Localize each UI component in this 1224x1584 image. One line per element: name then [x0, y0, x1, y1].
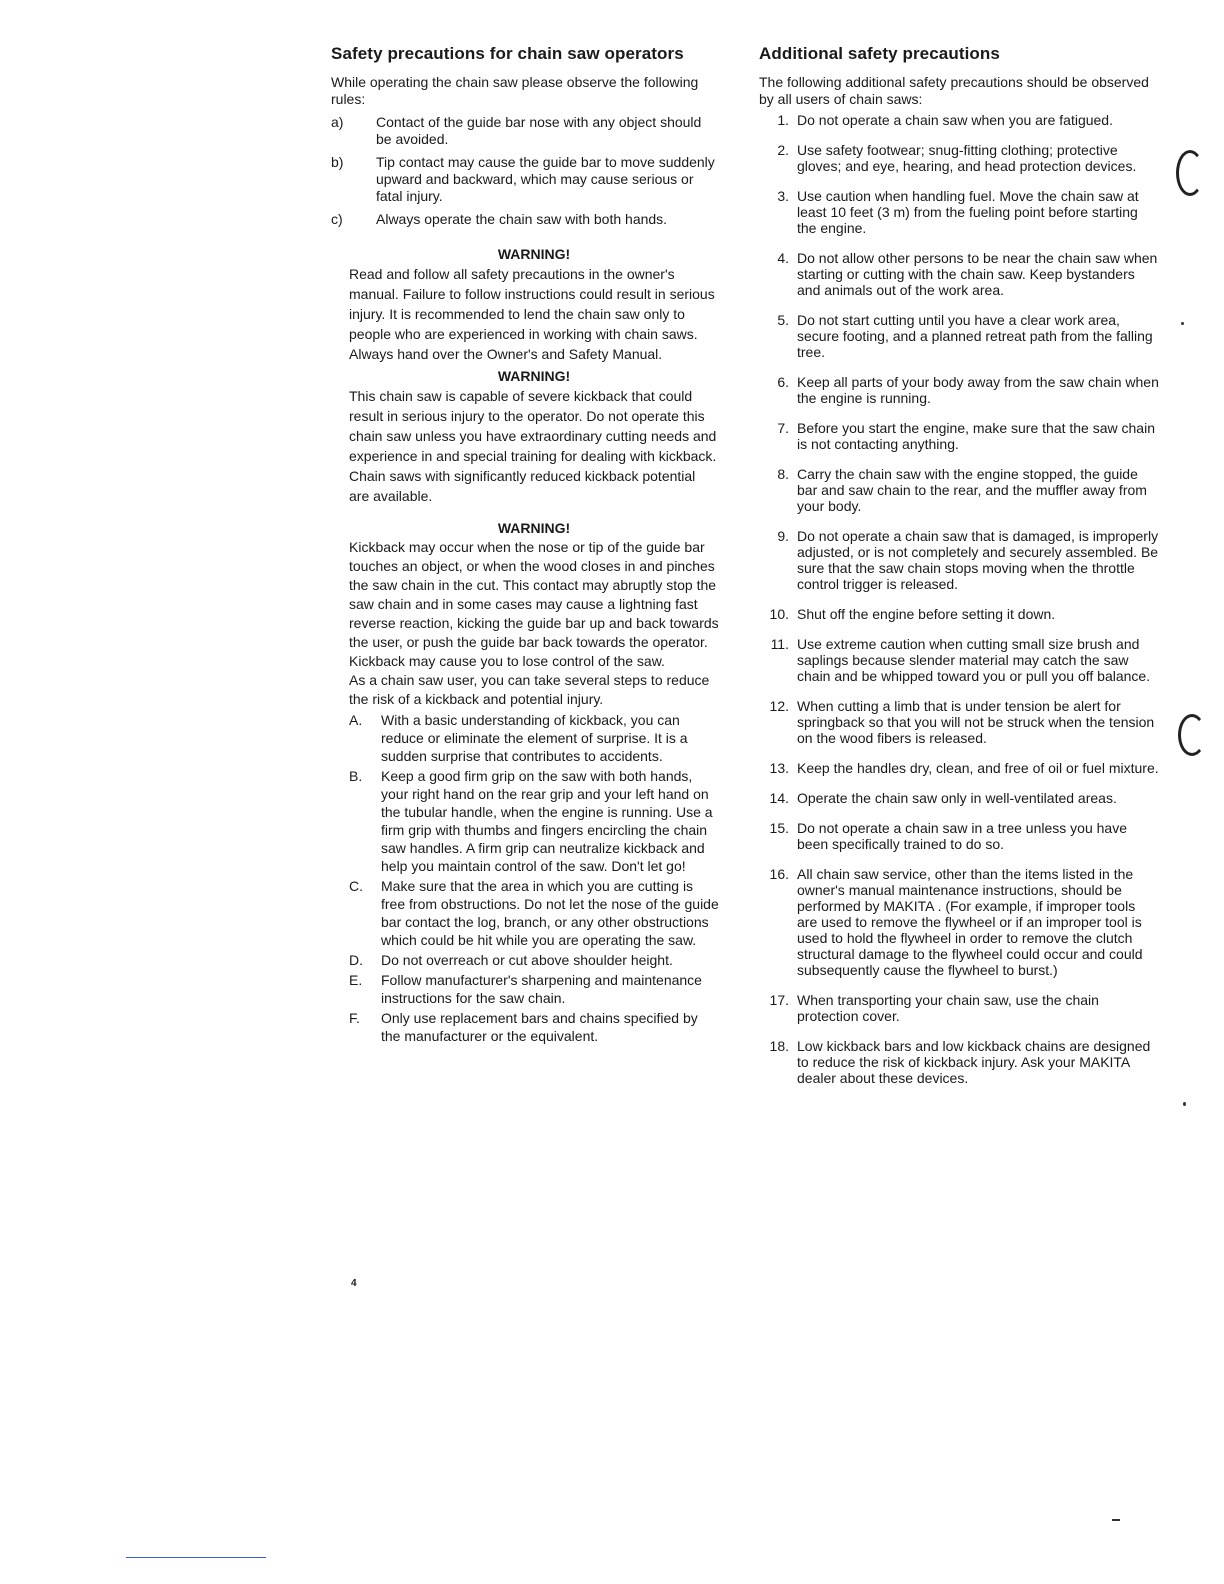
item-number: 3.	[777, 188, 789, 204]
item-text: Do not allow other persons to be near the chain saw when starting or cutting with the chain saw. Keep bystanders and animals out of the work area.	[797, 250, 1158, 298]
item-text: Low kickback bars and low kickback chains are designed to reduce the risk of kickback injury. Ask your MAKITA dealer about these devices.	[797, 1038, 1151, 1086]
item-number: 2.	[777, 142, 789, 158]
list-item	[759, 528, 1159, 592]
warning-text: This chain saw is capable of severe kickback that could result in serious injury to the operator. Do not operate this chain saw unless you have extraordinary cutting needs and experience in and special training for dealing with kickback. Chain saws with significantly reduced kickback potential are available.	[349, 388, 717, 504]
step-text: Keep a good firm grip on the saw with both hands, your right hand on the rear grip and your left hand on the tubular handle, when the engine is running. Use a firm grip with thumbs and fingers encircling the chain saw handles. A firm grip can neutralize kickback and help you maintain control of the saw. Don't let go!	[381, 768, 713, 874]
item-number: 5.	[777, 312, 789, 328]
item-text: Operate the chain saw only in well-ventilated areas.	[797, 790, 1117, 806]
warning-heading: WARNING!	[497, 368, 571, 384]
right-column	[759, 44, 1159, 1100]
step-text: Follow manufacturer's sharpening and maintenance instructions for the saw chain.	[381, 972, 702, 1006]
kickback-steps-list	[349, 711, 719, 1045]
list-item	[759, 866, 1159, 978]
item-number: 18.	[769, 1038, 789, 1054]
list-item	[349, 767, 719, 875]
list-item	[349, 877, 719, 949]
list-item	[759, 250, 1159, 298]
item-number: 9.	[777, 528, 789, 544]
warning-text: Read and follow all safety precautions in the owner's manual. Failure to follow instructions could result in serious injury. It is recommended to lend the chain saw only to people who are experienced in working with chain saws. Always hand over the Owner's and Safety Manual.	[349, 266, 715, 362]
item-text: Do not operate a chain saw that is damaged, is improperly adjusted, or is not completely and securely assembled. Be sure that the saw chain stops moving when the throttle control trigger is released.	[797, 528, 1159, 592]
additional-precautions-list	[759, 112, 1159, 1086]
item-number: 7.	[777, 420, 789, 436]
left-intro: While operating the chain saw please observe the following rules:	[331, 74, 699, 107]
item-text: Use extreme caution when cutting small size brush and saplings because slender material may catch the saw chain and be whipped toward you or pull you off balance.	[797, 636, 1151, 684]
item-text: Carry the chain saw with the engine stopped, the guide bar and saw chain to the rear, and the muffler away from your body.	[797, 466, 1147, 514]
list-item	[349, 1009, 719, 1045]
item-number: 10.	[769, 606, 789, 622]
step-marker: B.	[349, 768, 363, 784]
item-number: 12.	[769, 698, 789, 714]
item-text: Use caution when handling fuel. Move the chain saw at least 10 feet (3 m) from the fueling point before starting the engine.	[797, 188, 1139, 236]
item-number: 13.	[769, 760, 789, 776]
list-item	[349, 951, 719, 969]
list-item	[759, 992, 1159, 1024]
scan-speck	[1183, 1102, 1186, 1106]
rules-list	[331, 114, 719, 228]
item-text: When transporting your chain saw, use the chain protection cover.	[797, 992, 1099, 1024]
list-item	[759, 312, 1159, 360]
warning-block	[349, 246, 719, 1045]
rule-marker: b)	[331, 154, 344, 170]
list-item	[759, 374, 1159, 406]
item-number: 17.	[769, 992, 789, 1008]
item-number: 4.	[777, 250, 789, 266]
item-number: 16.	[769, 866, 789, 882]
list-item	[759, 636, 1159, 684]
list-item	[331, 114, 719, 148]
scan-speck	[1181, 322, 1184, 325]
warning-heading: WARNING!	[497, 520, 571, 536]
list-item	[759, 142, 1159, 174]
list-item	[759, 420, 1159, 452]
item-number: 15.	[769, 820, 789, 836]
step-text: Do not overreach or cut above shoulder height.	[381, 952, 673, 968]
item-text: Keep the handles dry, clean, and free of oil or fuel mixture.	[797, 760, 1159, 776]
item-text: Do not start cutting until you have a clear work area, secure footing, and a planned retreat path from the falling tree.	[797, 312, 1153, 360]
list-item	[759, 820, 1159, 852]
step-text: With a basic understanding of kickback, you can reduce or eliminate the element of surprise. It is a sudden surprise that contributes to accidents.	[381, 712, 688, 764]
left-section-title: Safety precautions for chain saw operators	[331, 44, 684, 63]
scan-speck	[1112, 1519, 1120, 1521]
warning-text: Kickback may occur when the nose or tip of the guide bar touches an object, or when the wood closes in and pinches the saw chain in the cut. This contact may abruptly stop the saw chain and in some cases may cause a lightning fast reverse reaction, kicking the guide bar up and back towards the user, or push the guide bar back towards the operator. Kickback may cause you to lose control of the saw.	[349, 539, 719, 669]
rule-text: Contact of the guide bar nose with any object should be avoided.	[376, 114, 702, 147]
rule-text: Always operate the chain saw with both hands.	[376, 211, 668, 227]
item-text: Do not operate a chain saw when you are fatigued.	[797, 112, 1113, 128]
item-number: 14.	[769, 790, 789, 806]
list-item	[331, 154, 719, 205]
item-text: All chain saw service, other than the items listed in the owner's manual maintenance instructions, should be performed by MAKITA . (For example, if improper tools are used to remove the flywheel or if an improper tool is used to hold the flywheel in order to remove the clutch structural damage to the flywheel could occur and could subsequently cause the flywheel to burst.)	[797, 866, 1143, 978]
step-marker: E.	[349, 972, 363, 988]
item-number: 11.	[770, 636, 789, 652]
list-item	[759, 1038, 1159, 1086]
step-text: Make sure that the area in which you are cutting is free from obstructions. Do not let the nose of the guide bar contact the log, branch, or any other obstructions which could be hit while you are operating the saw.	[381, 878, 719, 948]
right-section-title: Additional safety precautions	[759, 44, 1000, 63]
warning-heading: WARNING!	[497, 246, 571, 262]
item-number: 8.	[777, 466, 789, 482]
item-text: Before you start the engine, make sure that the saw chain is not contacting anything.	[797, 420, 1155, 452]
item-text: When cutting a limb that is under tension be alert for springback so that you will not be struck when the tension on the wood fibers is released.	[797, 698, 1155, 746]
list-item	[759, 698, 1159, 746]
rule-marker: c)	[331, 211, 343, 227]
item-text: Shut off the engine before setting it down.	[797, 606, 1056, 622]
list-item	[759, 760, 1159, 776]
item-text: Use safety footwear; snug-fitting clothing; protective gloves; and eye, hearing, and head protection devices.	[797, 142, 1137, 174]
page-number: 4	[351, 1278, 357, 1289]
step-text: Only use replacement bars and chains specified by the manufacturer or the equivalent.	[381, 1010, 698, 1044]
footer-rule	[126, 1557, 266, 1558]
list-item	[759, 606, 1159, 622]
step-marker: C.	[349, 878, 363, 894]
rule-text: Tip contact may cause the guide bar to move suddenly upward and backward, which may cause serious or fatal injury.	[376, 154, 715, 204]
step-marker: D.	[349, 952, 363, 968]
rule-marker: a)	[331, 114, 344, 130]
item-number: 6.	[777, 374, 789, 390]
list-item	[759, 112, 1159, 128]
binder-hole-mark	[1178, 714, 1206, 756]
list-item	[331, 211, 719, 228]
list-item	[349, 711, 719, 765]
list-item	[349, 971, 719, 1007]
item-text: Keep all parts of your body away from the saw chain when the engine is running.	[797, 374, 1159, 406]
steps-intro: As a chain saw user, you can take several steps to reduce the risk of a kickback and potential injury.	[349, 672, 710, 707]
item-text: Do not operate a chain saw in a tree unless you have been specifically trained to do so.	[797, 820, 1127, 852]
right-intro: The following additional safety precautions should be observed by all users of chain saws:	[759, 74, 1149, 107]
left-column	[331, 44, 719, 1047]
step-marker: F.	[349, 1010, 360, 1026]
list-item	[759, 790, 1159, 806]
item-number: 1.	[777, 112, 789, 128]
binder-hole-mark	[1176, 150, 1204, 196]
list-item	[759, 466, 1159, 514]
list-item	[759, 188, 1159, 236]
step-marker: A.	[349, 712, 363, 728]
